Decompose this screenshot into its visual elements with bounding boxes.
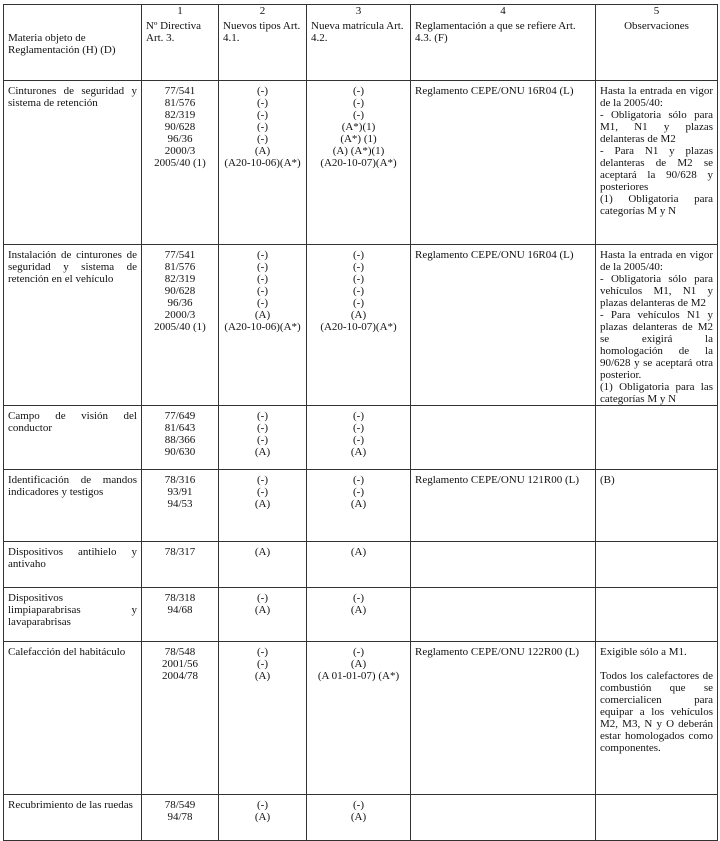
new-registration-item: (-) [353, 799, 364, 811]
regulation-cell [411, 406, 596, 470]
directive-item: 96/36 [167, 297, 193, 309]
regulation-cell [411, 795, 596, 841]
new-types-item: (-) [257, 261, 268, 273]
new-types-item: (-) [257, 109, 268, 121]
new-types-item: (-) [257, 474, 268, 486]
new-registration-item: (A) [350, 811, 367, 823]
directive-item: 78/318 [164, 592, 196, 604]
new-registration-item: (-) [353, 592, 364, 604]
new-registration-cell [307, 795, 411, 841]
new-types-item: (A) [254, 670, 271, 682]
directive-cell [142, 542, 219, 588]
new-registration-item: (-) [353, 285, 364, 297]
new-registration-item: (A 01-01-07) (A*) [317, 670, 400, 682]
regulation-table [3, 4, 718, 841]
new-types-item: (-) [257, 410, 268, 422]
new-types-item: (-) [257, 85, 268, 97]
new-registration-item: (-) [353, 97, 364, 109]
new-types-item: (A20-10-06)(A*) [224, 157, 301, 169]
new-registration-item: (-) [353, 297, 364, 309]
table-row [4, 642, 718, 795]
directive-cell [142, 245, 219, 406]
directive-item: 94/78 [167, 811, 193, 823]
regulation-cell: Reglamento CEPE/ONU 16R04 (L) [411, 245, 596, 406]
new-types-item: (-) [257, 133, 268, 145]
new-types-item: (A) [254, 145, 271, 157]
new-registration-item: (-) [353, 85, 364, 97]
new-registration-item: (A) (A*)(1) [332, 145, 385, 157]
observations-cell [596, 406, 718, 470]
new-types-item: (-) [257, 297, 268, 309]
table-row [4, 795, 718, 841]
directive-cell [142, 795, 219, 841]
new-types-cell [219, 406, 307, 470]
new-types-item: (A) [254, 604, 271, 616]
new-types-item: (-) [257, 646, 268, 658]
new-registration-item: (A20-10-07)(A*) [320, 321, 397, 333]
directive-item: 2005/40 (1) [154, 321, 206, 333]
subject-cell: Dispositivos antihielo y antivaho [4, 542, 142, 588]
new-types-cell [219, 795, 307, 841]
new-registration-item: (-) [353, 249, 364, 261]
column-number: 1 [142, 5, 219, 19]
new-registration-cell [307, 642, 411, 795]
observations-cell [596, 795, 718, 841]
regulation-cell: Reglamento CEPE/ONU 121R00 (L) [411, 470, 596, 542]
table-row [4, 542, 718, 588]
observation-item: Todos los calefactores de combustión que se comercialicen para equipar a los vehículos M2, M3, N y O deberán estar homologados como componentes. [600, 670, 713, 754]
header-row [4, 18, 718, 81]
subject-cell: Recubrimiento de las ruedas [4, 795, 142, 841]
directive-item: 81/576 [164, 261, 196, 273]
directive-cell [142, 588, 219, 642]
directive-item: 82/319 [164, 273, 196, 285]
new-registration-item: (-) [353, 422, 364, 434]
observations-cell [596, 588, 718, 642]
new-registration-item: (A) [350, 604, 367, 616]
observation-item: (B) [600, 474, 615, 486]
regulation-cell [411, 588, 596, 642]
directive-cell [142, 81, 219, 245]
directive-item: 81/643 [164, 422, 196, 434]
directive-cell [142, 406, 219, 470]
directive-item: 2001/56 [161, 658, 199, 670]
new-types-item: (-) [257, 273, 268, 285]
observation-item: Hasta la entrada en vigor de la 2005/40: [600, 85, 713, 109]
new-types-item: (-) [257, 658, 268, 670]
directive-item: 78/316 [164, 474, 196, 486]
new-types-item: (A) [254, 811, 271, 823]
new-types-item: (-) [257, 434, 268, 446]
column-number: 2 [219, 5, 307, 19]
observation-item: - Para vehículos N1 y plazas delanteras de M2 se exigirá la homologación de la 90/628 y se aceptará otra posterior. [600, 309, 713, 381]
new-types-cell [219, 470, 307, 542]
header-observations: Observaciones [596, 18, 718, 81]
new-types-item: (A) [254, 446, 271, 458]
header-new-types: Nuevos tipos Art. 4.1. [219, 18, 307, 81]
directive-item: 77/649 [164, 410, 196, 422]
new-registration-item: (-) [353, 486, 364, 498]
directive-item: 82/319 [164, 109, 196, 121]
observations-cell [596, 542, 718, 588]
directive-item: 88/366 [164, 434, 196, 446]
observation-item: - Obligatoria sólo para vehículos M1, N1 y plazas delanteras de M2 [600, 273, 713, 309]
directive-item: 90/628 [164, 121, 196, 133]
observation-item: - Obligatoria sólo para M1, N1 y plazas delanteras de M2 [600, 109, 713, 145]
new-types-item: (-) [257, 249, 268, 261]
new-registration-item: (-) [353, 646, 364, 658]
new-registration-item: (A) [350, 546, 367, 558]
new-types-item: (A) [254, 309, 271, 321]
directive-item: 78/548 [164, 646, 196, 658]
directive-item: 2005/40 (1) [154, 157, 206, 169]
new-registration-item: (-) [353, 273, 364, 285]
new-registration-item: (A) [350, 446, 367, 458]
directive-cell [142, 642, 219, 795]
observation-item: - Para N1 y plazas delanteras de M2 se aceptará la 90/628 y posteriores [600, 145, 713, 193]
header-subject: Materia objeto de Reglamentación (H) (D) [4, 18, 142, 81]
new-types-item: (-) [257, 486, 268, 498]
new-types-item: (-) [257, 97, 268, 109]
directive-item: 2004/78 [161, 670, 199, 682]
new-types-item: (-) [257, 121, 268, 133]
observation-item: Hasta la entrada en vigor de la 2005/40: [600, 249, 713, 273]
subject-cell: Dispositivos limpiaparabrisas y lavaparabrisas [4, 588, 142, 642]
table-row [4, 470, 718, 542]
observation-item: Exigible sólo a M1. [600, 646, 687, 658]
new-types-item: (-) [257, 799, 268, 811]
directive-item: 94/68 [167, 604, 193, 616]
column-number: 4 [411, 5, 596, 19]
new-registration-cell [307, 470, 411, 542]
directive-cell [142, 470, 219, 542]
directive-item: 78/549 [164, 799, 196, 811]
new-registration-cell [307, 81, 411, 245]
new-types-cell [219, 81, 307, 245]
directive-item: 93/91 [167, 486, 193, 498]
new-registration-cell [307, 245, 411, 406]
new-registration-item: (-) [353, 434, 364, 446]
subject-cell: Instalación de cinturones de seguridad y sistema de retención en el vehículo [4, 245, 142, 406]
directive-item: 77/541 [164, 85, 196, 97]
directive-item: 78/317 [164, 546, 196, 558]
observations-cell [596, 245, 718, 406]
subject-cell: Cinturones de seguridad y sistema de retención [4, 81, 142, 245]
regulation-cell: Reglamento CEPE/ONU 16R04 (L) [411, 81, 596, 245]
observation-item: (1) Obligatoria para las categorías M y N [600, 381, 713, 405]
directive-item: 77/541 [164, 249, 196, 261]
new-registration-item: (-) [353, 261, 364, 273]
new-registration-item: (-) [353, 109, 364, 121]
new-registration-item: (A) [350, 498, 367, 510]
observations-cell [596, 470, 718, 542]
new-registration-item: (-) [353, 474, 364, 486]
observation-item: (1) Obligatoria para categorías M y N [600, 193, 713, 217]
directive-item: 94/53 [167, 498, 193, 510]
observations-cell [596, 642, 718, 795]
new-types-cell [219, 588, 307, 642]
table-row [4, 406, 718, 470]
new-registration-cell [307, 588, 411, 642]
new-registration-cell [307, 406, 411, 470]
directive-item: 90/630 [164, 446, 196, 458]
regulation-cell: Reglamento CEPE/ONU 122R00 (L) [411, 642, 596, 795]
new-types-item: (A) [254, 498, 271, 510]
directive-item: 90/628 [164, 285, 196, 297]
new-types-cell [219, 542, 307, 588]
header-regulation: Reglamentación a que se refiere Art. 4.3. (F) [411, 18, 596, 81]
column-number: 5 [596, 5, 718, 19]
column-number: 3 [307, 5, 411, 19]
new-registration-item: (A20-10-07)(A*) [320, 157, 397, 169]
new-types-cell [219, 245, 307, 406]
new-registration-item: (A) [350, 309, 367, 321]
header-directive: Nº Directiva Art. 3. [142, 18, 219, 81]
directive-item: 96/36 [167, 133, 193, 145]
new-types-item: (-) [257, 422, 268, 434]
subject-cell: Campo de visión del conductor [4, 406, 142, 470]
new-registration-cell [307, 542, 411, 588]
new-registration-item: (-) [353, 410, 364, 422]
header-new-registration: Nueva matrícula Art. 4.2. [307, 18, 411, 81]
table-row [4, 245, 718, 406]
new-registration-item: (A*)(1) [341, 121, 376, 133]
new-registration-item: (A*) (1) [340, 133, 377, 145]
new-types-item: (-) [257, 285, 268, 297]
new-types-item: (A20-10-06)(A*) [224, 321, 301, 333]
new-registration-item: (A) [350, 658, 367, 670]
subject-cell: Identificación de mandos indicadores y testigos [4, 470, 142, 542]
table-row [4, 81, 718, 245]
table-row [4, 588, 718, 642]
new-types-cell [219, 642, 307, 795]
column-number-row [4, 5, 718, 19]
directive-item: 2000/3 [164, 309, 196, 321]
directive-item: 81/576 [164, 97, 196, 109]
column-number [4, 5, 142, 19]
observations-cell [596, 81, 718, 245]
subject-cell: Calefacción del habitáculo [4, 642, 142, 795]
directive-item: 2000/3 [164, 145, 196, 157]
new-types-item: (-) [257, 592, 268, 604]
regulation-cell [411, 542, 596, 588]
new-types-item: (A) [254, 546, 271, 558]
